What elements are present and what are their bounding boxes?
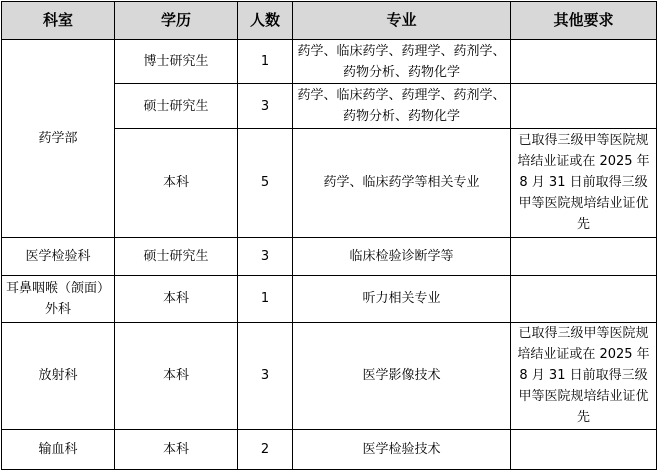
other-cell <box>511 429 657 469</box>
major-cell: 听力相关专业 <box>293 276 511 322</box>
count-cell: 2 <box>238 429 293 469</box>
header-dept: 科室 <box>2 2 115 40</box>
count-cell: 5 <box>238 128 293 237</box>
header-degree: 学历 <box>115 2 238 40</box>
count-cell: 1 <box>238 276 293 322</box>
degree-cell: 硕士研究生 <box>115 84 238 128</box>
dept-cell: 耳鼻咽喉（颌面）外科 <box>2 276 115 322</box>
dept-cell: 输血科 <box>2 429 115 469</box>
dept-cell: 医学检验科 <box>2 237 115 275</box>
count-cell: 3 <box>238 84 293 128</box>
degree-cell: 本科 <box>115 276 238 322</box>
header-count: 人数 <box>238 2 293 40</box>
other-cell <box>511 237 657 275</box>
degree-cell: 硕士研究生 <box>115 237 238 275</box>
major-cell: 药学、临床药学、药理学、药剂学、药物分析、药物化学 <box>293 84 511 128</box>
dept-cell: 药学部 <box>2 40 115 238</box>
degree-cell: 博士研究生 <box>115 40 238 84</box>
dept-cell: 放射科 <box>2 322 115 429</box>
table-row <box>2 429 657 469</box>
count-cell: 1 <box>238 40 293 84</box>
table-row <box>2 40 657 84</box>
other-cell: 已取得三级甲等医院规培结业证或在 2025 年 8 月 31 日前取得三级甲等医院规培结业证优先 <box>511 128 657 237</box>
major-cell: 医学影像技术 <box>293 322 511 429</box>
major-cell: 药学、临床药学等相关专业 <box>293 128 511 237</box>
major-cell: 医学检验技术 <box>293 429 511 469</box>
count-cell: 3 <box>238 237 293 275</box>
degree-cell: 本科 <box>115 429 238 469</box>
major-cell: 临床检验诊断学等 <box>293 237 511 275</box>
header-other: 其他要求 <box>511 2 657 40</box>
degree-cell: 本科 <box>115 128 238 237</box>
major-cell: 药学、临床药学、药理学、药剂学、药物分析、药物化学 <box>293 40 511 84</box>
header-major: 专业 <box>293 2 511 40</box>
other-cell <box>511 84 657 128</box>
recruitment-table <box>1 1 657 470</box>
degree-cell: 本科 <box>115 322 238 429</box>
table-row <box>2 237 657 275</box>
other-cell <box>511 40 657 84</box>
count-cell: 3 <box>238 322 293 429</box>
table-row <box>2 276 657 322</box>
other-cell <box>511 276 657 322</box>
header-row <box>2 2 657 40</box>
table-row <box>2 322 657 429</box>
other-cell: 已取得三级甲等医院规培结业证或在 2025 年 8 月 31 日前取得三级甲等医院规培结业证优先 <box>511 322 657 429</box>
